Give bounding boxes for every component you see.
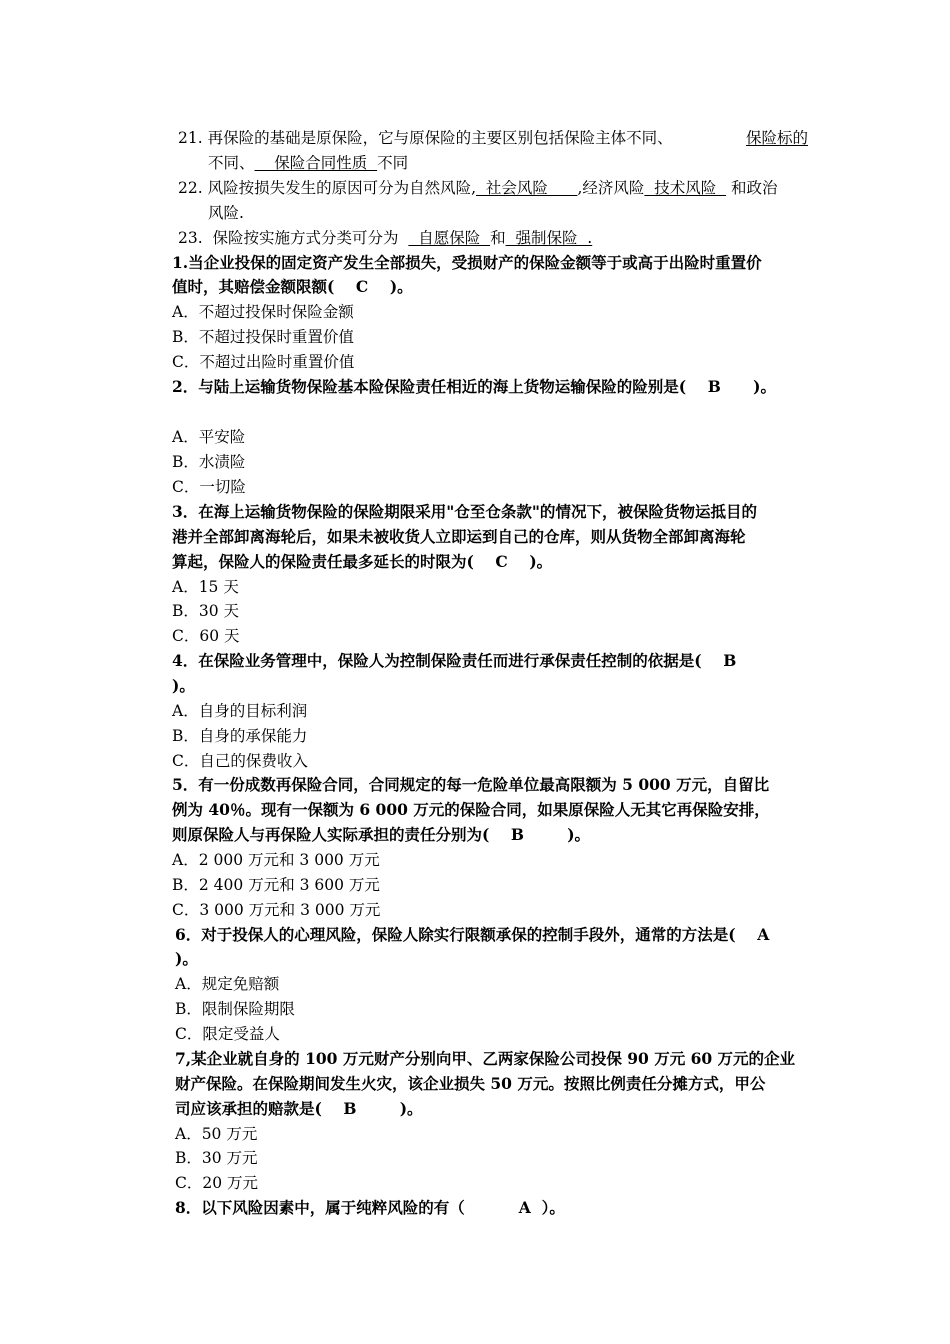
fill-blank-q22-line2: 风险. — [208, 204, 244, 222]
question-7-stem-line3: 司应该承担的赔款是( B )。 — [175, 1099, 423, 1118]
question-4-option-c: C．自己的保费收入 — [172, 752, 308, 770]
question-5-stem-line2: 例为 40％。现有一保额为 6 000 万元的保险合同，如果原保险人无其它再保险安排， — [172, 800, 770, 819]
q23-blank-1: 自愿保险 — [408, 229, 491, 247]
q22-mid: ,经济风险 — [577, 179, 645, 197]
question-7-option-a: A．50 万元 — [175, 1125, 258, 1143]
fill-blank-q21-line2 — [208, 153, 408, 173]
question-5-option-a: A．2 000 万元和 3 000 万元 — [172, 851, 380, 869]
q22-blank-2: 技术风险 — [644, 179, 727, 197]
question-3-stem-line3: 算起，保险人的保险责任最多延长的时限为( C )。 — [172, 552, 553, 571]
question-6-option-c: C．限定受益人 — [175, 1025, 280, 1043]
question-6-option-a: A．规定免赔额 — [175, 975, 280, 993]
question-4-option-a: A．自身的目标利润 — [172, 702, 308, 720]
question-5-option-c: C．3 000 万元和 3 000 万元 — [172, 901, 381, 919]
question-2-option-c: C．一切险 — [172, 478, 246, 496]
q22-post: 和政治 — [726, 179, 778, 197]
q23-pre: 23. 保险按实施方式分类可分为 — [178, 229, 409, 247]
question-7-option-b: B．30 万元 — [175, 1149, 258, 1167]
question-1-option-a: A．不超过投保时保险金额 — [172, 303, 354, 321]
q22-blank-1: 社会风险 — [476, 179, 578, 197]
question-8-stem-line1: 8．以下风险因素中，属于纯粹风险的有（ A ）。 — [175, 1198, 565, 1217]
fill-blank-q22-line1 — [178, 178, 778, 198]
question-3-option-b: B．30 天 — [172, 602, 240, 620]
question-1-stem-line1: 1.当企业投保的固定资产发生全部损失，受损财产的保险金额等于或高于出险时重置价 — [172, 253, 762, 272]
question-5-stem-line3: 则原保险人与再保险人实际承担的责任分别为( B )。 — [172, 825, 591, 844]
q23-blank-2: 强制保险 . — [505, 229, 593, 247]
question-1-option-c: C．不超过出险时重置价值 — [172, 353, 355, 371]
q21-text: 21. 再保险的基础是原保险，它与原保险的主要区别包括保险主体不同、 — [178, 129, 673, 147]
q22-pre: 22. 风险按损失发生的原因可分为自然风险, — [178, 179, 477, 197]
question-4-option-b: B．自身的承保能力 — [172, 727, 308, 745]
fill-blank-q23 — [178, 228, 592, 248]
question-4-stem-line2: )。 — [172, 676, 195, 695]
question-2-option-b: B．水渍险 — [172, 453, 246, 471]
question-3-option-a: A．15 天 — [172, 578, 239, 596]
question-3-stem-line2: 港并全部卸离海轮后，如果未被收货人立即运到自己的仓库，则从货物全部卸离海轮 — [172, 527, 746, 546]
q21-blank-1: 保险标的 — [745, 129, 808, 147]
question-1-stem-line2: 值时，其赔偿金额限额( C )。 — [172, 277, 413, 296]
question-5-option-b: B．2 400 万元和 3 600 万元 — [172, 876, 380, 894]
question-7-stem-line1: 7,某企业就自身的 100 万元财产分别向甲、乙两家保险公司投保 90 万元 60 万元的企业 — [175, 1049, 796, 1068]
q23-mid: 和 — [490, 229, 506, 247]
q21-line2-post: 不同 — [377, 154, 409, 172]
question-2-stem-line1: 2．与陆上运输货物保险基本险保险责任相近的海上货物运输保险的险别是( B )。 — [172, 377, 777, 396]
question-5-stem-line1: 5．有一份成数再保险合同，合同规定的每一危险单位最高限额为 5 000 万元，自留比 — [172, 775, 770, 794]
question-6-stem-line1: 6．对于投保人的心理风险，保险人除实行限额承保的控制手段外，通常的方法是( A — [175, 925, 770, 944]
q21-line2-pre: 不同、 — [208, 154, 255, 172]
question-2-option-a: A．平安险 — [172, 428, 246, 446]
question-7-stem-line2: 财产保险。在保险期间发生火灾，该企业损失 50 万元。按照比例责任分摊方式，甲公 — [175, 1074, 766, 1093]
question-6-stem-line2: )。 — [175, 949, 198, 968]
question-3-option-c: C．60 天 — [172, 627, 240, 645]
question-1-option-b: B．不超过投保时重置价值 — [172, 328, 354, 346]
question-6-option-b: B．限制保险期限 — [175, 1000, 295, 1018]
question-7-option-c: C．20 万元 — [175, 1174, 259, 1192]
q21-blank-2: 保险合同性质 — [254, 154, 378, 172]
fill-blank-q21-line1 — [178, 128, 808, 148]
question-4-stem-line1: 4．在保险业务管理中，保险人为控制保险责任而进行承保责任控制的依据是( B — [172, 651, 737, 670]
question-3-stem-line1: 3．在海上运输货物保险的保险期限采用"仓至仓条款"的情况下，被保险货物运抵目的 — [172, 502, 757, 521]
